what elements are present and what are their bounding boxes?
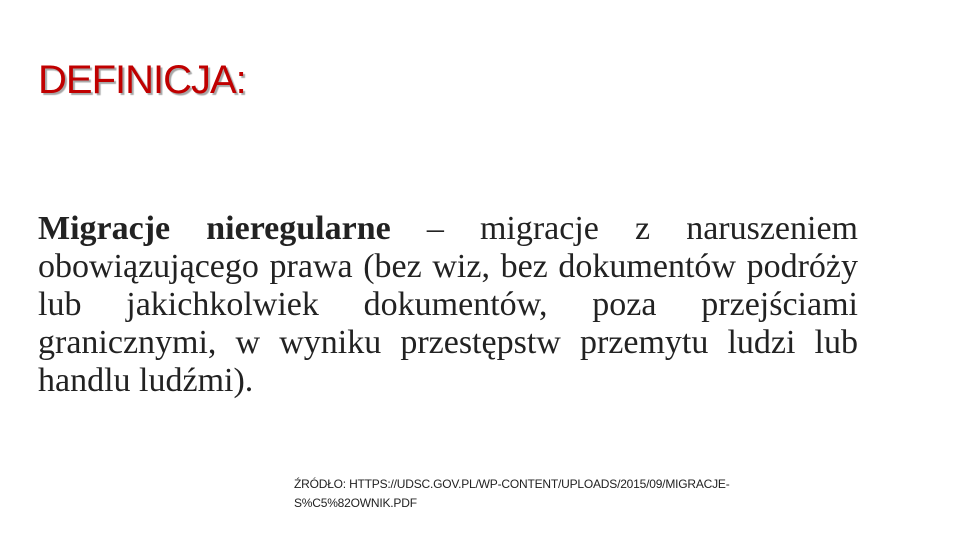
- source-line-1: ŹRÓDŁO: HTTPS://UDSC.GOV.PL/WP-CONTENT/UPLOADS/2015/09/MIGRACJE-: [294, 477, 730, 491]
- slide-title: DEFINICJA:: [38, 58, 246, 102]
- source-line-2: S%C5%82OWNIK.PDF: [294, 495, 417, 510]
- source-citation: [294, 475, 854, 512]
- definition-paragraph: [38, 210, 858, 400]
- definition-text: – migracje z naruszeniem obowiązującego prawa (bez wiz, bez dokumentów podróży lub jakichkolwiek dokumentów, poza przejściami granicznymi, w wyniku przestępstw przemytu ludzi lub handlu ludźmi).: [38, 210, 859, 400]
- definition-term: Migracje nieregularne: [38, 210, 391, 247]
